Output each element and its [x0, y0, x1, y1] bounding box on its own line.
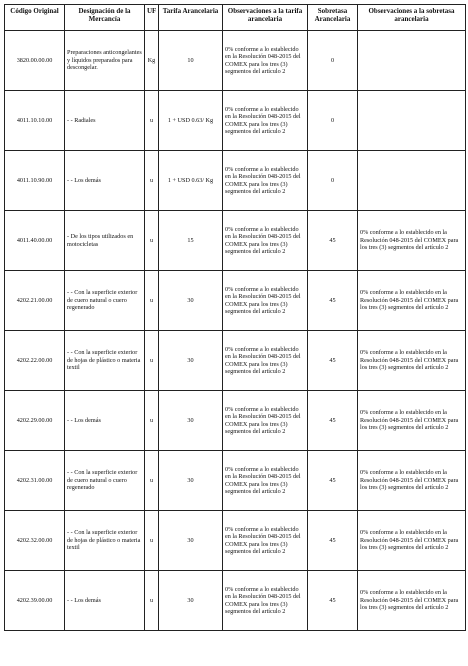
cell-tariff: 10: [159, 31, 223, 91]
cell-code: 4202.29.00.00: [5, 391, 65, 451]
cell-designation: - - Radiales: [65, 91, 145, 151]
cell-tariff: 15: [159, 211, 223, 271]
table-row: [5, 391, 466, 451]
cell-designation: - - Con la superficie exterior de cuero natural o cuero regenerado: [65, 451, 145, 511]
cell-code: 4202.22.00.00: [5, 331, 65, 391]
table-header: [5, 5, 466, 31]
cell-obs-tariff: 0% conforme a lo establecido en la Resolución 048-2015 del COMEX para los tres (3) segmentos del artículo 2: [223, 211, 308, 271]
cell-tariff: 30: [159, 451, 223, 511]
cell-tariff: 30: [159, 271, 223, 331]
cell-uf: u: [145, 331, 159, 391]
cell-obs-surcharge: 0% conforme a lo establecido en la Resolución 048-2015 del COMEX para los tres (3) segmentos del artículo 2: [358, 331, 466, 391]
cell-designation: - De los tipos utilizados en motocicletas: [65, 211, 145, 271]
cell-surcharge: 0: [308, 31, 358, 91]
cell-designation: - - Con la superficie exterior de hojas de plástico o materia textil: [65, 511, 145, 571]
header-row: [5, 5, 466, 31]
cell-code: 4202.21.00.00: [5, 271, 65, 331]
cell-uf: u: [145, 451, 159, 511]
cell-obs-tariff: 0% conforme a lo establecido en la Resolución 048-2015 del COMEX para los tres (3) segmentos del artículo 2: [223, 391, 308, 451]
cell-designation: - - Los demás: [65, 391, 145, 451]
cell-obs-tariff: 0% conforme a lo establecido en la Resolución 048-2015 del COMEX para los tres (3) segmentos del artículo 2: [223, 511, 308, 571]
cell-obs-tariff: 0% conforme a lo establecido en la Resolución 048-2015 del COMEX para los tres (3) segmentos del artículo 2: [223, 151, 308, 211]
cell-designation: Preparaciones anticongelantes y líquidos preparados para descongelar.: [65, 31, 145, 91]
cell-tariff: 30: [159, 511, 223, 571]
header-obs-tariff: Observaciones a la tarifa arancelaria: [223, 5, 308, 31]
table-row: [5, 211, 466, 271]
cell-designation: - - Con la superficie exterior de hojas de plástico o materia textil: [65, 331, 145, 391]
cell-obs-tariff: 0% conforme a lo establecido en la Resolución 048-2015 del COMEX para los tres (3) segmentos del artículo 2: [223, 31, 308, 91]
table-row: [5, 91, 466, 151]
header-surcharge: Sobretasa Arancelaria: [308, 5, 358, 31]
cell-obs-surcharge: 0% conforme a lo establecido en la Resolución 048-2015 del COMEX para los tres (3) segmentos del artículo 2: [358, 451, 466, 511]
cell-surcharge: 45: [308, 211, 358, 271]
cell-obs-surcharge: 0% conforme a lo establecido en la Resolución 048-2015 del COMEX para los tres (3) segmentos del artículo 2: [358, 271, 466, 331]
header-obs-surcharge: Observaciones a la sobretasa arancelaria: [358, 5, 466, 31]
cell-uf: u: [145, 151, 159, 211]
cell-uf: u: [145, 391, 159, 451]
cell-surcharge: 0: [308, 151, 358, 211]
cell-code: 4202.39.00.00: [5, 571, 65, 631]
cell-uf: Kg: [145, 31, 159, 91]
cell-tariff: 30: [159, 331, 223, 391]
cell-tariff: 30: [159, 391, 223, 451]
cell-surcharge: 45: [308, 511, 358, 571]
table-row: [5, 511, 466, 571]
table-row: [5, 571, 466, 631]
cell-surcharge: 0: [308, 91, 358, 151]
cell-obs-tariff: 0% conforme a lo establecido en la Resolución 048-2015 del COMEX para los tres (3) segmentos del artículo 2: [223, 331, 308, 391]
table-row: [5, 31, 466, 91]
cell-obs-tariff: 0% conforme a lo establecido en la Resolución 048-2015 del COMEX para los tres (3) segmentos del artículo 2: [223, 91, 308, 151]
cell-code: 4202.32.00.00: [5, 511, 65, 571]
cell-obs-tariff: 0% conforme a lo establecido en la Resolución 048-2015 del COMEX para los tres (3) segmentos del artículo 2: [223, 451, 308, 511]
cell-designation: - - Los demás: [65, 571, 145, 631]
document-page: [4, 4, 465, 631]
table-row: [5, 451, 466, 511]
cell-uf: u: [145, 271, 159, 331]
cell-uf: u: [145, 511, 159, 571]
cell-obs-surcharge: 0% conforme a lo establecido en la Resolución 048-2015 del COMEX para los tres (3) segmentos del artículo 2: [358, 211, 466, 271]
cell-obs-surcharge: 0% conforme a lo establecido en la Resolución 048-2015 del COMEX para los tres (3) segmentos del artículo 2: [358, 391, 466, 451]
cell-surcharge: 45: [308, 451, 358, 511]
header-designation: Designación de la Mercancía: [65, 5, 145, 31]
cell-code: 4011.10.10.00: [5, 91, 65, 151]
header-uf: UF: [145, 5, 159, 31]
cell-code: 3820.00.00.00: [5, 31, 65, 91]
cell-obs-surcharge: [358, 31, 466, 91]
header-code: Código Original: [5, 5, 65, 31]
cell-surcharge: 45: [308, 391, 358, 451]
cell-designation: - - Los demás: [65, 151, 145, 211]
cell-obs-surcharge: 0% conforme a lo establecido en la Resolución 048-2015 del COMEX para los tres (3) segmentos del artículo 2: [358, 571, 466, 631]
cell-uf: u: [145, 211, 159, 271]
cell-tariff: 1 + USD 0.63/ Kg: [159, 151, 223, 211]
cell-code: 4202.31.00.00: [5, 451, 65, 511]
cell-designation: - - Con la superficie exterior de cuero natural o cuero regenerado: [65, 271, 145, 331]
cell-surcharge: 45: [308, 271, 358, 331]
cell-uf: u: [145, 571, 159, 631]
cell-uf: u: [145, 91, 159, 151]
cell-surcharge: 45: [308, 571, 358, 631]
cell-obs-surcharge: [358, 151, 466, 211]
cell-obs-tariff: 0% conforme a lo establecido en la Resolución 048-2015 del COMEX para los tres (3) segmentos del artículo 2: [223, 571, 308, 631]
table-row: [5, 151, 466, 211]
cell-tariff: 1 + USD 0.63/ Kg: [159, 91, 223, 151]
table-row: [5, 331, 466, 391]
table-row: [5, 271, 466, 331]
cell-obs-tariff: 0% conforme a lo establecido en la Resolución 048-2015 del COMEX para los tres (3) segmentos del artículo 2: [223, 271, 308, 331]
cell-code: 4011.10.90.00: [5, 151, 65, 211]
tariff-table: [4, 4, 466, 631]
header-tariff: Tarifa Arancelaria: [159, 5, 223, 31]
cell-obs-surcharge: [358, 91, 466, 151]
cell-tariff: 30: [159, 571, 223, 631]
cell-code: 4011.40.00.00: [5, 211, 65, 271]
table-body: [5, 31, 466, 631]
cell-obs-surcharge: 0% conforme a lo establecido en la Resolución 048-2015 del COMEX para los tres (3) segmentos del artículo 2: [358, 511, 466, 571]
cell-surcharge: 45: [308, 331, 358, 391]
